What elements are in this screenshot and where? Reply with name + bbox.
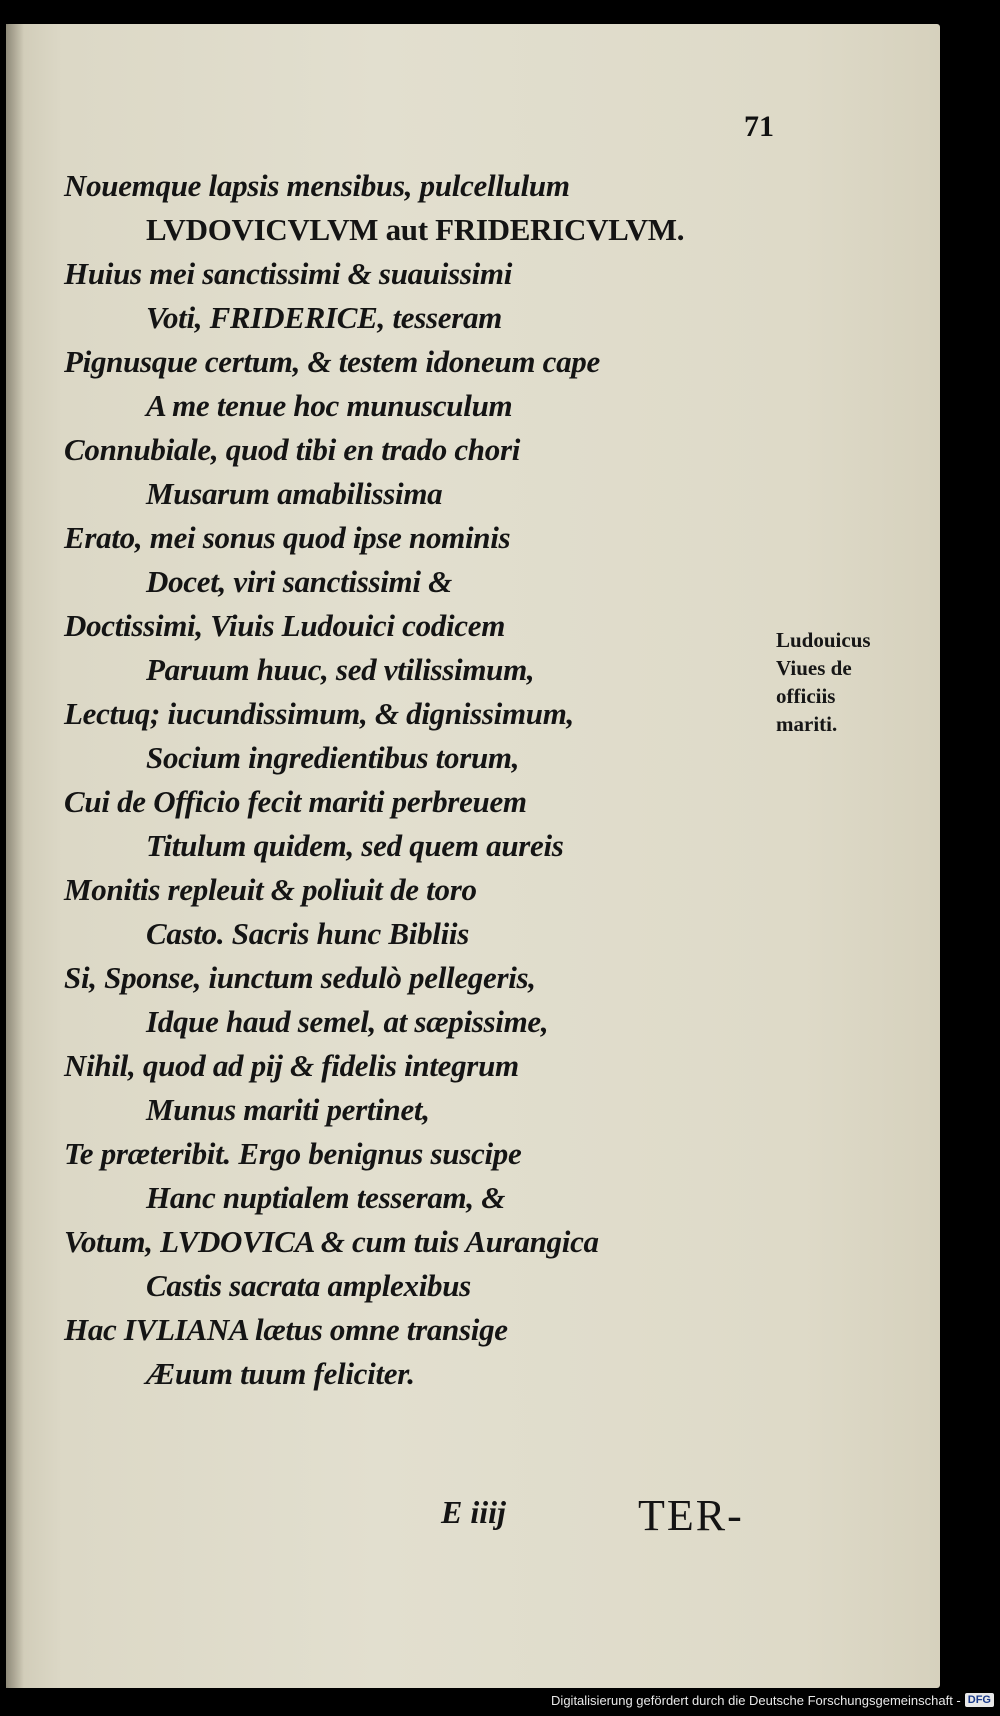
verse-line: Castis sacrata amplexibus <box>146 1268 471 1303</box>
page-gutter-shadow <box>6 24 24 1688</box>
verse-line: Munus mariti pertinet, <box>146 1092 430 1127</box>
verse-line: Hanc nuptialem tesseram, & <box>146 1180 506 1215</box>
margin-note-line: officiis <box>776 684 836 708</box>
verse-line: A me tenue hoc munusculum <box>146 388 513 423</box>
verse-line: Æuum tuum feliciter. <box>146 1356 415 1391</box>
catchword: TER- <box>638 1491 744 1540</box>
verse-line: LVDOVICVLVM aut FRIDERICVLVM. <box>146 212 685 247</box>
verse-line: Musarum amabilissima <box>146 476 443 511</box>
verse-line: Nihil, quod ad pij & fidelis integrum <box>64 1048 519 1083</box>
verse-line: Connubiale, quod tibi en trado chori <box>64 432 521 467</box>
verse-line: Cui de Officio fecit mariti perbreuem <box>64 784 527 819</box>
verse-line: Docet, viri sanctissimi & <box>146 564 452 599</box>
verse-line: Si, Sponse, iunctum sedulò pellegeris, <box>64 960 536 995</box>
verse-line: Pignusque certum, & testem idoneum cape <box>64 344 600 379</box>
verse-line: Titulum quidem, sed quem aureis <box>146 828 564 863</box>
verse-line: Voti, FRIDERICE, tesseram <box>146 300 502 335</box>
verse-line: Lectuq; iucundissimum, & dignissimum, <box>64 696 574 731</box>
page-number: 71 <box>744 110 774 143</box>
verse-line: Votum, LVDOVICA & cum tuis Aurangica <box>64 1224 599 1259</box>
credit-text: Digitalisierung gefördert durch die Deutsche Forschungsgemeinschaft - <box>551 1692 961 1708</box>
verse-line: Paruum huuc, sed vtilissimum, <box>146 652 535 687</box>
verse-line: Socium ingredientibus torum, <box>146 740 520 775</box>
verse-line: Monitis repleuit & poliuit de toro <box>64 872 477 907</box>
dfg-logo: DFG <box>965 1693 994 1707</box>
signature-mark: E iiij <box>441 1494 506 1530</box>
verse-line: Huius mei sanctissimi & suauissimi <box>64 256 513 291</box>
verse-line: Hac IVLIANA lætus omne transige <box>64 1312 508 1347</box>
verse-line: Te præteribit. Ergo benignus suscipe <box>64 1136 522 1171</box>
verse-line: Idque haud semel, at sæpissime, <box>146 1004 549 1039</box>
book-page <box>6 24 940 1688</box>
verse-line: Nouemque lapsis mensibus, pulcellulum <box>64 168 570 203</box>
margin-note-line: mariti. <box>776 712 838 736</box>
verse-line: Doctissimi, Viuis Ludouici codicem <box>64 608 506 643</box>
verse-line: Casto. Sacris hunc Bibliis <box>146 916 469 951</box>
digitization-credit <box>551 1690 994 1710</box>
margin-note-line: Viues de <box>776 656 852 680</box>
margin-note-line: Ludouicus <box>776 628 871 652</box>
margin-note <box>776 626 916 738</box>
verse-line: Erato, mei sonus quod ipse nominis <box>64 520 511 555</box>
